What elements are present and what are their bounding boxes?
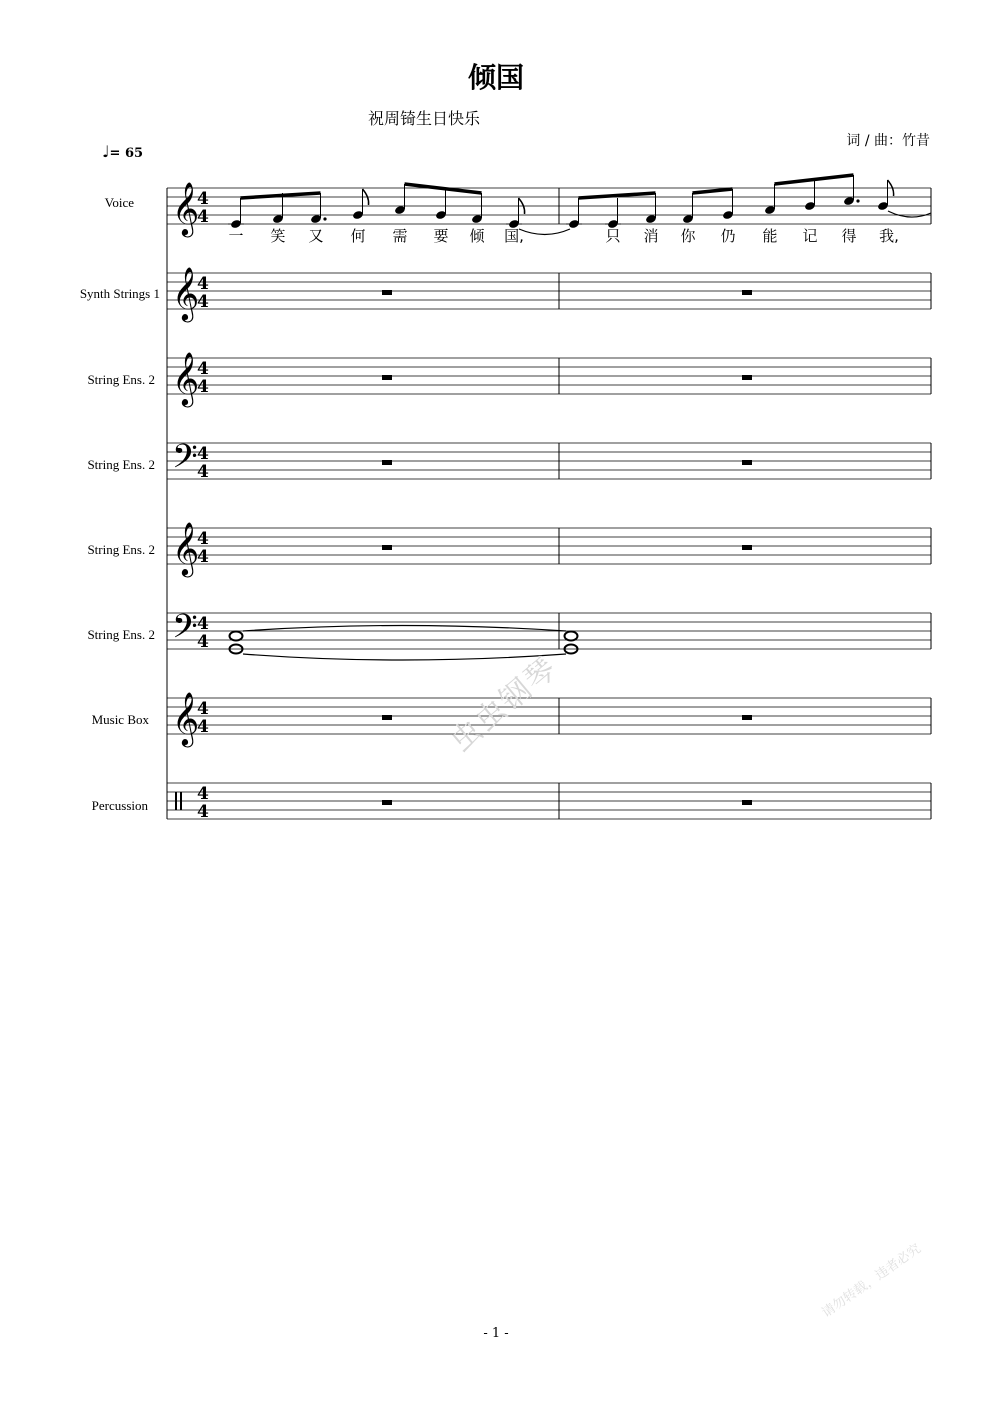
dot: [856, 199, 859, 202]
whole-rest: [382, 375, 392, 380]
whole-rest: [742, 290, 752, 295]
tempo-value: = 65: [109, 146, 144, 161]
bass-clef-icon: 𝄢: [172, 438, 198, 484]
instrument-label-percussion: Percussion: [91, 798, 148, 813]
whole-rest: [742, 545, 752, 550]
time-signature-numerator: 4: [197, 274, 209, 294]
whole-rest: [382, 715, 392, 720]
time-signature-numerator: 4: [197, 359, 209, 379]
lyric-syllable: 一: [228, 227, 244, 245]
dot: [323, 217, 326, 220]
score-subtitle: 祝周锜生日快乐: [368, 109, 481, 128]
whole-rest: [742, 800, 752, 805]
clefs: [172, 181, 209, 822]
whole-rest: [382, 460, 392, 465]
percussion-clef-icon: [180, 792, 182, 810]
bass-clef-icon: 𝄢: [172, 608, 198, 654]
instrument-label-string-ens-3: String Ens. 2: [87, 542, 155, 557]
time-signature-numerator: 4: [197, 189, 209, 209]
beam: [405, 184, 482, 193]
time-signature-numerator: 4: [197, 529, 209, 549]
time-signature-denominator: 4: [197, 207, 209, 227]
staff-lines: [167, 188, 931, 819]
score-title: 倾国: [467, 61, 524, 94]
whole-rest: [742, 375, 752, 380]
time-signature-numerator: 4: [197, 614, 209, 634]
lyric-syllable: 又: [308, 227, 324, 245]
watermark-notice: 请勿转载，违者必究: [819, 1241, 924, 1321]
lyric-syllable: 何: [350, 227, 366, 245]
instrument-label-string-ens-4: String Ens. 2: [87, 627, 155, 642]
treble-clef-icon: 𝄞: [172, 181, 200, 235]
time-signature-numerator: 4: [197, 699, 209, 719]
watermark: 虫虫钢琴: [443, 650, 565, 760]
treble-clef-icon: 𝄞: [172, 351, 200, 405]
lyric-syllable: 笑: [270, 227, 286, 245]
lyric-syllable: 能: [762, 227, 778, 245]
beam: [693, 189, 733, 193]
lyric-syllable: 消: [643, 227, 659, 245]
instrument-label-string-ens-1: String Ens. 2: [87, 372, 155, 387]
lyric-syllable: 倾: [469, 227, 485, 245]
page-number: - 1 -: [483, 1326, 509, 1341]
treble-clef-icon: 𝄞: [172, 266, 200, 320]
barlines: [559, 188, 931, 819]
whole-note: [230, 632, 243, 641]
lyric-syllable: 国,: [504, 227, 524, 245]
whole-rest: [742, 715, 752, 720]
lyric-syllable: 记: [802, 227, 818, 245]
whole-rest: [382, 290, 392, 295]
instrument-label-music-box: Music Box: [91, 712, 149, 727]
quarter-note-icon: ♩: [102, 142, 110, 161]
lyric-syllable: 仍: [720, 227, 736, 245]
composer-credit: 词 / 曲：竹昔: [846, 133, 930, 149]
lyric-syllable: 得: [841, 227, 857, 245]
instrument-label-string-ens-2: String Ens. 2: [87, 457, 155, 472]
time-signature-numerator: 4: [197, 444, 209, 464]
whole-rest: [382, 800, 392, 805]
time-signature-denominator: 4: [197, 377, 209, 397]
whole-rest: [382, 545, 392, 550]
instrument-label-synth-strings: Synth Strings 1: [79, 286, 160, 301]
whole-note: [565, 632, 578, 641]
lyric-syllable: 需: [392, 227, 408, 245]
lyric-syllable: 你: [680, 227, 696, 245]
percussion-clef-icon: [175, 792, 177, 810]
time-signature-denominator: 4: [197, 292, 209, 312]
time-signature-denominator: 4: [197, 462, 209, 482]
voice-notes: [228, 175, 931, 235]
treble-clef-icon: 𝄞: [172, 691, 200, 745]
lyric-syllable: 我,: [879, 227, 899, 245]
lyric-syllable: 只: [605, 227, 621, 245]
time-signature-denominator: 4: [197, 802, 209, 822]
time-signature-denominator: 4: [197, 547, 209, 567]
lyric-syllable: 要: [433, 227, 449, 245]
time-signature-denominator: 4: [197, 632, 209, 652]
instrument-label-voice: Voice: [104, 195, 134, 210]
time-signature-numerator: 4: [197, 784, 209, 804]
tie: [888, 211, 931, 217]
tie: [519, 229, 570, 235]
time-signature-denominator: 4: [197, 717, 209, 737]
tie: [243, 626, 566, 632]
whole-rest: [742, 460, 752, 465]
treble-clef-icon: 𝄞: [172, 521, 200, 575]
